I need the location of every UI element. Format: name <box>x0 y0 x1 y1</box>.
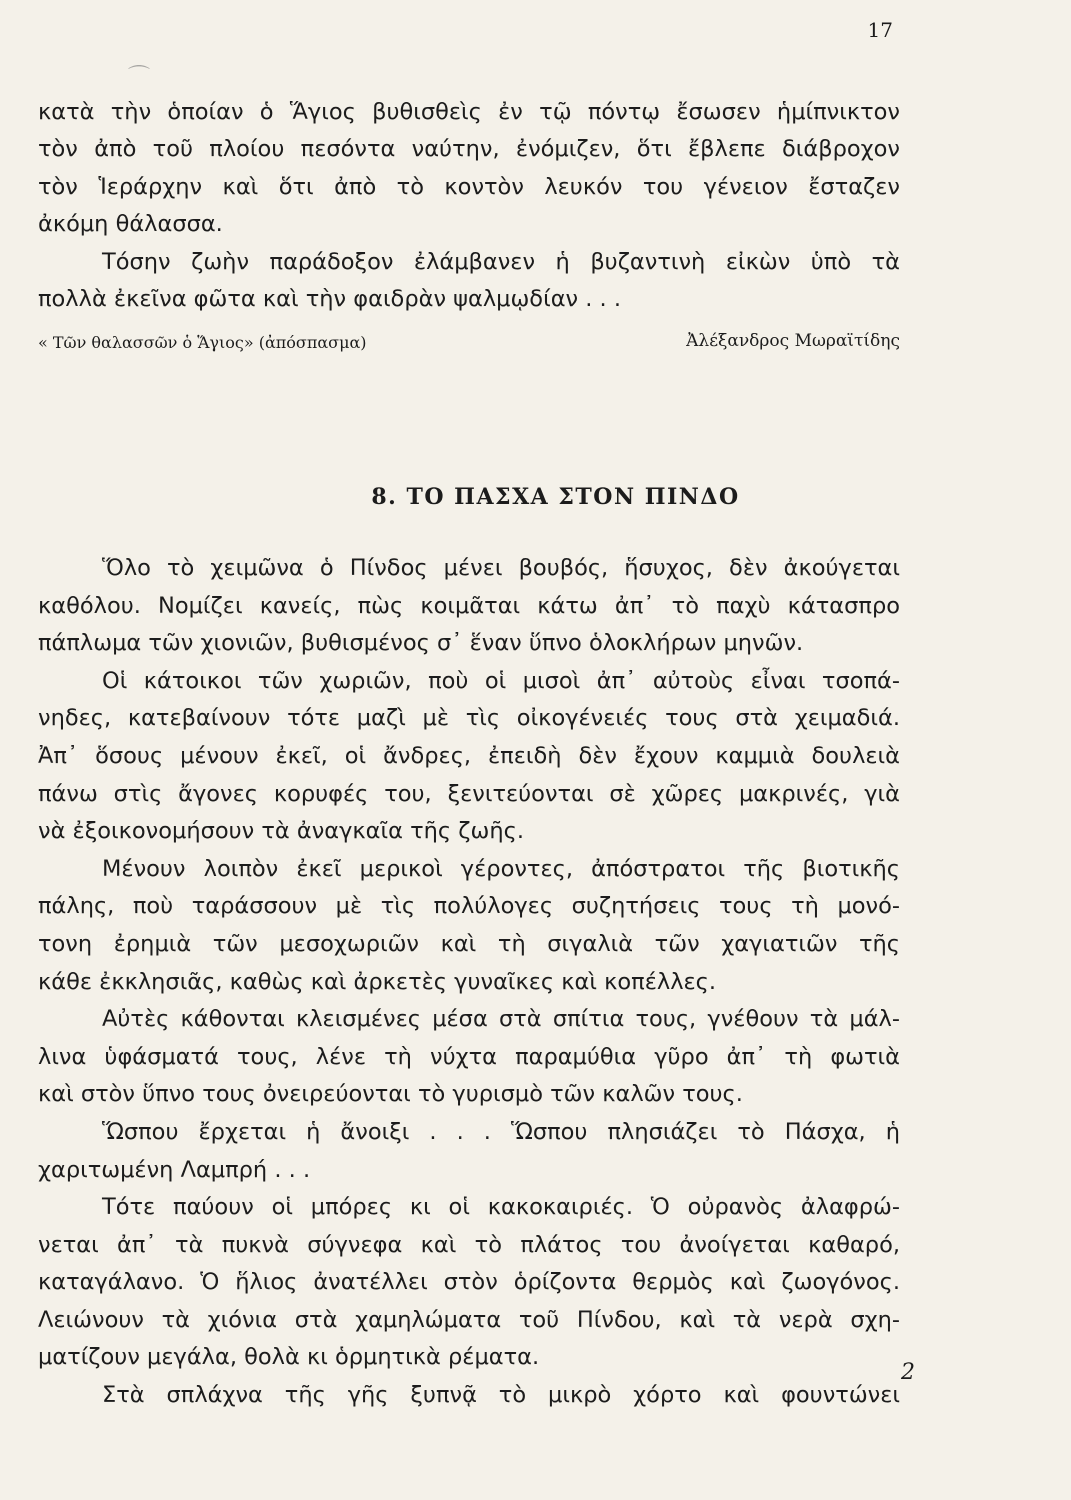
body-line: τονη ἐρημιὰ τῶν μεσοχωριῶν καὶ τὴ σιγαλιὰ τῶν χαγιατιῶν τῆς <box>38 930 900 957</box>
body-line: Αὐτὲς κάθονται κλεισμένες μέσα στὰ σπίτια τους, γνέθουν τὰ μάλ- <box>102 1006 900 1033</box>
body-line: Λειώνουν τὰ χιόνια στὰ χαμηλώματα τοῦ Πίνδου, καὶ τὰ νερὰ σχη- <box>38 1306 900 1333</box>
passage-line: Τόσην ζωὴν παράδοξον ἐλάμβανεν ἡ βυζαντινὴ εἰκὼν ὑπὸ τὰ <box>102 248 900 275</box>
passage-line: ἀκόμη θάλασσα. <box>38 211 223 238</box>
body-line: πάπλωμα τῶν χιονιῶν, βυθισμένος σ᾽ ἕναν ὕπνο ὁλοκλήρων μηνῶν. <box>38 630 804 657</box>
body-line: χαριτωμένη Λαμπρή . . . <box>38 1156 311 1183</box>
body-line: Οἱ κάτοικοι τῶν χωριῶν, ποὺ οἱ μισοὶ ἀπ᾽ αὐτοὺς εἶναι τσοπά- <box>102 667 900 694</box>
body-line: Ἀπ᾽ ὅσους μένουν ἐκεῖ, οἱ ἄνδρες, ἐπειδὴ δὲν ἔχουν καμμιὰ δουλειὰ <box>38 742 900 769</box>
body-line: Ὥσπου ἔρχεται ἡ ἄνοιξι . . . Ὥσπου πλησιάζει τὸ Πάσχα, ἡ <box>102 1118 900 1145</box>
body-line: Ὅλο τὸ χειμῶνα ὁ Πίνδος μένει βουβός, ἥσυχος, δὲν ἀκούγεται <box>102 555 900 581</box>
body-line: καὶ στὸν ὕπνο τους ὀνειρεύονται τὸ γυρισμὸ τῶν καλῶν τους. <box>38 1081 743 1108</box>
passage-line: τὸν ἀπὸ τοῦ πλοίου πεσόντα ναύτην, ἐνόμιζεν, ὅτι ἔβλεπε διάβροχον <box>38 136 900 163</box>
quoted-passage <box>38 94 900 318</box>
section-heading: 8. ΤΟ ΠΑΣΧΑ ΣΤΟΝ ΠΙΝΔΟ <box>371 484 740 510</box>
body-line: νηδες, κατεβαίνουν τότε μαζὶ μὲ τὶς οἰκογένειές τους στὰ χειμαδιά. <box>38 705 900 732</box>
body-line: κάθε ἐκκλησιᾶς, καθὼς καὶ ἀρκετὲς γυναῖκες καὶ κοπέλλες. <box>38 968 717 995</box>
body-line: Στὰ σπλάχνα τῆς γῆς ξυπνᾷ τὸ μικρὸ χόρτο καὶ φουντώνει <box>102 1382 900 1409</box>
body-line: καθόλου. Νομίζει κανείς, πὼς κοιμᾶται κάτω ἀπ᾽ τὸ παχὺ κάτασπρο <box>38 592 900 619</box>
passage-line: τὸν Ἱεράρχην καὶ ὅτι ἀπὸ τὸ κοντὸν λευκόν του γένειον ἔσταζεν <box>38 173 900 200</box>
page-number: 17 <box>867 18 893 42</box>
body-line: πάλης, ποὺ ταράσσουν μὲ τὶς πολύλογες συζητήσεις τους τὴ μονό- <box>38 893 900 920</box>
footer-mark: 2 <box>901 1360 915 1385</box>
body-line: νεται ἀπ᾽ τὰ πυκνὰ σύγνεφα καὶ τὸ πλάτος του ἀνοίγεται καθαρό, <box>38 1231 900 1258</box>
passage-line: πολλὰ ἐκεῖνα φῶτα καὶ τὴν φαιδρὰν ψαλμῳδίαν . . . <box>38 286 622 313</box>
body-line: Μένουν λοιπὸν ἐκεῖ μερικοὶ γέροντες, ἀπόστρατοι τῆς βιοτικῆς <box>102 855 900 882</box>
body-line: νὰ ἐξοικονομήσουν τὰ ἀναγκαῖα τῆς ζωῆς. <box>38 818 524 845</box>
section-body <box>38 550 900 1415</box>
handwritten-mark-icon: ⌒ <box>128 65 151 90</box>
body-line: πάνω στὶς ἄγονες κορυφές του, ξενιτεύονται σὲ χῶρες μακρινές, γιὰ <box>38 780 900 807</box>
body-line: καταγάλανο. Ὁ ἥλιος ἀνατέλλει στὸν ὁρίζοντα θερμὸς καὶ ζωογόνος. <box>38 1269 900 1296</box>
passage-line: κατὰ τὴν ὁποίαν ὁ Ἅγιος βυθισθεὶς ἐν τῷ πόντῳ ἔσωσεν ἡμίπνικτον <box>38 99 900 125</box>
body-line: λινα ὑφάσματά τους, λένε τὴ νύχτα παραμύθια γῦρο ἀπ᾽ τὴ φωτιὰ <box>38 1043 900 1070</box>
source-note: « Τῶν θαλασσῶν ὁ Ἅγιος» (ἀπόσπασμα) <box>38 333 367 352</box>
body-line: Τότε παύουν οἱ μπόρες κι οἱ κακοκαιριές. Ὁ οὐρανὸς ἀλαφρώ- <box>102 1194 900 1221</box>
body-line: ματίζουν μεγάλα, θολὰ κι ὁρμητικὰ ρέματα. <box>38 1344 540 1371</box>
author-name: Ἀλέξανδρος Μωραϊτίδης <box>686 331 900 351</box>
